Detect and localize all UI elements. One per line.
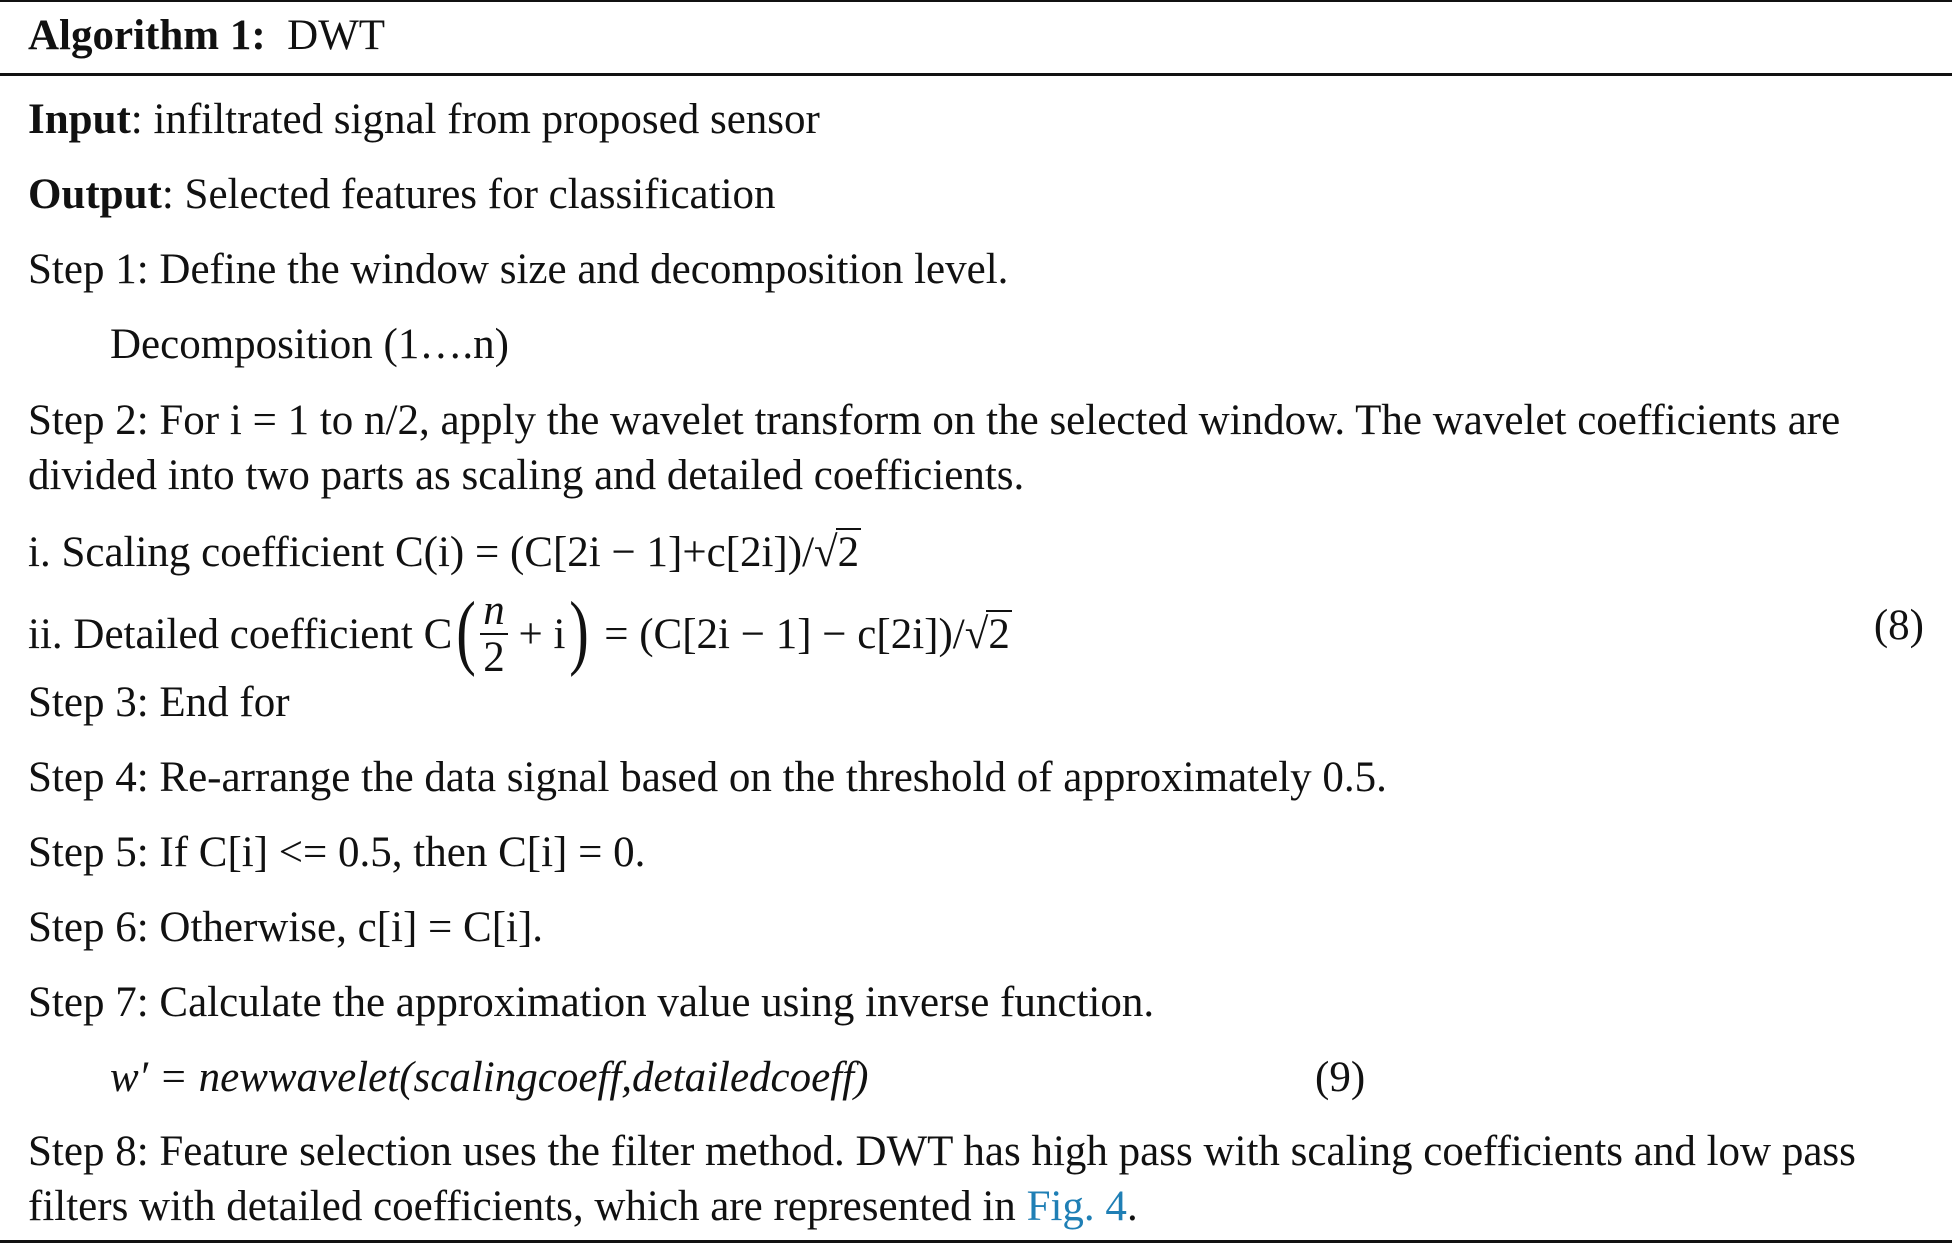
equation-scaling-text: i. Scaling coefficient C(i) = (C[2i − 1]+c[2i])/ bbox=[28, 529, 815, 576]
header-rule bbox=[0, 73, 1952, 76]
output-text: : Selected features for classification bbox=[161, 171, 776, 218]
algorithm-name: DWT bbox=[287, 12, 386, 59]
step-8-line-2 bbox=[28, 1185, 1138, 1228]
equation-detailed-prefix: ii. Detailed coefficient C bbox=[28, 611, 453, 659]
equation-9: w′ = newwavelet(scalingcoeff,detailedcoeff) bbox=[110, 1054, 869, 1101]
sqrt-arg: 2 bbox=[837, 529, 860, 576]
step-3: Step 3: End for bbox=[28, 679, 290, 726]
sqrt-symbol: √2 bbox=[964, 611, 1010, 659]
equation-number-8: (8) bbox=[1873, 602, 1924, 649]
fraction-numerator: n bbox=[480, 588, 508, 635]
step-6: Step 6: Otherwise, c[i] = C[i]. bbox=[28, 904, 544, 951]
step-8-line-2-text: filters with detailed coefficients, which are represented in bbox=[28, 1183, 1027, 1230]
output-label: Output bbox=[28, 171, 162, 218]
algorithm-title bbox=[28, 14, 385, 57]
equation-scaling bbox=[28, 528, 861, 575]
step-7: Step 7: Calculate the approximation value using inverse function. bbox=[28, 979, 1155, 1026]
equation-detailed-inner: + i bbox=[507, 611, 566, 659]
step-5: Step 5: If C[i] <= 0.5, then C[i] = 0. bbox=[28, 829, 646, 876]
figure-4-link[interactable]: Fig. 4 bbox=[1026, 1183, 1127, 1230]
step-2-line-2: divided into two parts as scaling and detailed coefficients. bbox=[28, 452, 1025, 499]
step-2-line-1: Step 2: For i = 1 to n/2, apply the wavelet transform on the selected window. The wavelet coefficients are bbox=[28, 397, 1841, 444]
output-line bbox=[28, 173, 776, 216]
step-1: Step 1: Define the window size and decomposition level. bbox=[28, 246, 1009, 293]
step-8-line-1: Step 8: Feature selection uses the filter method. DWT has high pass with scaling coefficients and low pass bbox=[28, 1128, 1856, 1175]
input-line bbox=[28, 98, 820, 141]
equation-detailed bbox=[28, 585, 1012, 684]
sqrt-arg: 2 bbox=[988, 611, 1010, 659]
fraction-denominator: 2 bbox=[483, 634, 505, 682]
step-1-sub: Decomposition (1….n) bbox=[110, 321, 509, 368]
input-label: Input bbox=[28, 96, 131, 143]
top-rule bbox=[0, 0, 1952, 2]
fraction bbox=[480, 588, 508, 680]
equation-number-9: (9) bbox=[1315, 1054, 1366, 1101]
right-paren: ) bbox=[569, 585, 590, 679]
equation-detailed-suffix: = (C[2i − 1] − c[2i])/ bbox=[593, 611, 965, 659]
input-text: : infiltrated signal from proposed sensor bbox=[130, 96, 820, 143]
left-paren: ( bbox=[456, 585, 477, 679]
algorithm-label: Algorithm 1: bbox=[28, 12, 266, 59]
bottom-rule bbox=[0, 1240, 1952, 1243]
step-8-period: . bbox=[1126, 1183, 1138, 1230]
step-4: Step 4: Re-arrange the data signal based on the threshold of approximately 0.5. bbox=[28, 754, 1387, 801]
sqrt-symbol: √2 bbox=[814, 529, 860, 576]
